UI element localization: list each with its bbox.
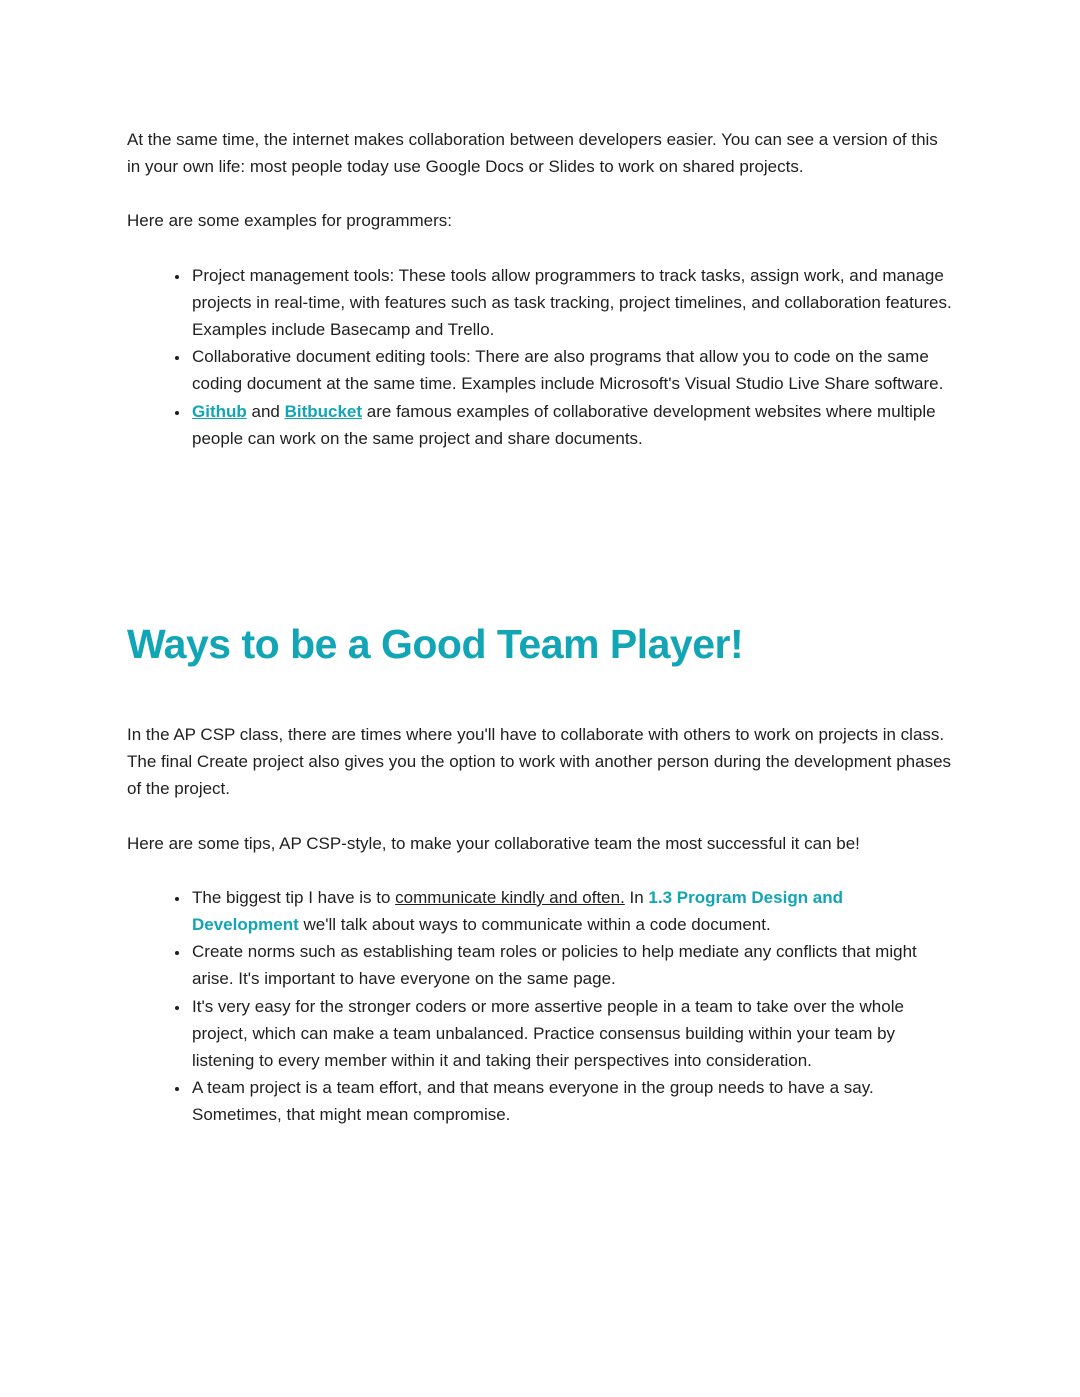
text-segment: communicate kindly and often. [395,887,625,907]
paragraph-examples-lead: Here are some examples for programmers: [127,211,453,231]
text-segment: It's very easy for the stronger coders or more assertive people in a team to take over the whole project, which can make a team unbalanced. Practice consensus building within your team by listening to every member within it and taking their perspectives into consideration. [192,996,904,1070]
text-segment: Project management tools: These tools allow programmers to track tasks, assign work, and manage projects in real-time, with features such as task tracking, project timelines, and collaboration features. Examples include Basecamp and Trello. [192,265,952,339]
text-segment: we'll talk about ways to communicate within a code document. [298,915,771,934]
examples-list [127,262,954,452]
text-segment: are famous examples of collaborative development websites where multiple people can work on the same project and share documents. [192,401,936,448]
section-heading-team-player: Ways to be a Good Team Player! [127,620,744,667]
list-item [190,993,954,1075]
github-link[interactable]: Github [192,401,247,421]
list-item [190,884,954,938]
paragraph-tips-lead: Here are some tips, AP CSP-style, to make your collaborative team the most successful it can be! [127,833,860,853]
text-segment: and [246,401,285,421]
paragraph-collaboration-intro: At the same time, the internet makes collaboration between developers easier. You can see a version of this in your own life: most people today use Google Docs or Slides to work on shared projects. [127,130,938,177]
list-item [190,398,954,452]
tips-list [127,884,954,1129]
bitbucket-link[interactable]: Bitbucket [284,401,363,421]
list-item [190,938,954,992]
text-segment: In [624,887,649,907]
list-item [190,1074,954,1128]
text-segment: A team project is a team effort, and that means everyone in the group needs to have a say. Sometimes, that might mean compromise. [192,1078,874,1125]
list-item [190,262,954,344]
paragraph-apcsp-intro: In the AP CSP class, there are times where you'll have to collaborate with others to work on projects in class. The final Create project also gives you the option to work with another person during the development phases of the project. [127,725,952,799]
text-segment: Create norms such as establishing team roles or policies to help mediate any conflicts that might arise. It's important to have everyone on the same page. [192,942,917,989]
text-segment: Collaborative document editing tools: There are also programs that allow you to code on the same coding document at the same time. Examples include Microsoft's Visual Studio Live Share software. [192,347,944,394]
lesson-1-3-link[interactable]: 1.3 Program Design and Development [192,887,844,934]
list-item [190,343,954,397]
text-segment: The biggest tip I have is to [192,887,396,907]
